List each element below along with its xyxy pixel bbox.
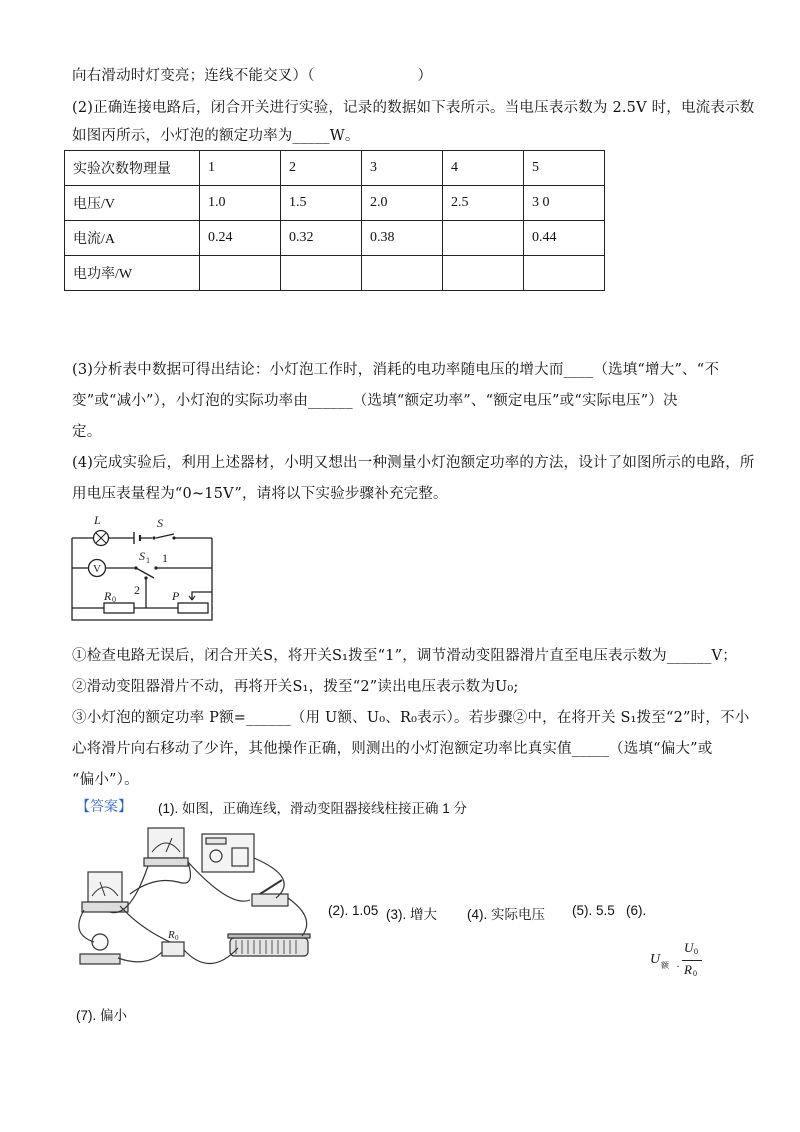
table-cell: 1.5 (281, 186, 362, 221)
table-cell: 4 (443, 151, 524, 186)
table-cell (200, 256, 281, 291)
table-cell: 1.0 (200, 186, 281, 221)
label-r0-sub: 0 (112, 595, 116, 604)
label-voltmeter: V (93, 563, 101, 575)
answer-6: (6). (626, 903, 647, 918)
step-3-line-1: ③小灯泡的额定功率 P额=______（用 U额、U₀、R₀表示）。若步骤②中，在将开关 S₁拨至“2”时，不小 (72, 710, 750, 726)
table-header-row (65, 151, 605, 186)
formula-u: U (650, 952, 661, 967)
table-row (65, 256, 605, 291)
table-cell (362, 256, 443, 291)
table-cell: 5 (524, 151, 605, 186)
table-cell: 电流/A (65, 221, 200, 256)
photo-label-r0: R (168, 929, 175, 941)
circuit-diagram (66, 512, 226, 624)
table-cell: 0.32 (281, 221, 362, 256)
table-cell: 2.5 (443, 186, 524, 221)
rheostat-icon (178, 603, 208, 613)
table-cell: 0.24 (200, 221, 281, 256)
table-cell (281, 256, 362, 291)
label-r0: R (104, 589, 112, 603)
photo-label-r0-sub: 0 (175, 934, 179, 942)
label-lamp: L (94, 513, 101, 527)
table-cell: 电功率/W (65, 256, 200, 291)
table-cell: 2 (281, 151, 362, 186)
answer-3: (3). 增大 (386, 907, 438, 922)
question-3-line-3: 定。 (72, 424, 102, 440)
label-switch-s1: S (139, 549, 145, 563)
table-cell: 3 (362, 151, 443, 186)
table-cell: 电压/V (65, 186, 200, 221)
table-cell (443, 256, 524, 291)
answer-1: (1). 如图，正确连线，滑动变阻器接线柱接正确 1 分 (158, 801, 468, 816)
resistor-icon (104, 603, 134, 613)
question-3-line-1: (3)分析表中数据可得出结论：小灯泡工作时，消耗的电功率随电压的增大而____（选填“增大”、“不 (72, 362, 720, 378)
table-cell (443, 221, 524, 256)
label-position-2: 2 (134, 583, 140, 597)
apparatus-photo (70, 818, 326, 988)
answer-2: (2). 1.05 (328, 903, 379, 918)
answer-7: (7). 偏小 (76, 1008, 128, 1023)
formula-denominator: R (684, 962, 692, 977)
label-position-1: 1 (162, 551, 168, 565)
step-3-line-2: 心将滑片向右移动了少许，其他操作正确，则测出的小灯泡额定功率比真实值_____（选填“偏大”或 (72, 741, 713, 757)
fraction-bar (682, 960, 702, 961)
answer-6-formula (650, 940, 710, 980)
step-3-line-3: “偏小”）。 (72, 772, 139, 788)
label-switch-s: S (157, 516, 163, 530)
table-cell: 0.44 (524, 221, 605, 256)
label-switch-s1-sub: 1 (146, 556, 150, 565)
formula-numerator: U (684, 940, 694, 955)
table-cell (524, 256, 605, 291)
question-4-line-2: 用电压表量程为“0~15V”，请将以下实验步骤补充完整。 (72, 486, 448, 502)
question-2-line-2: 如图丙所示，小灯泡的额定功率为_____W。 (72, 128, 360, 144)
table-row (65, 221, 605, 256)
answer-5: (5). 5.5 (572, 903, 615, 918)
formula-numerator-sub: 0 (694, 947, 698, 956)
table-cell: 0.38 (362, 221, 443, 256)
question-1-tail: 向右滑动时灯变亮；连线不能交叉）（ ） (72, 68, 433, 84)
question-4-line-1: (4)完成实验后，利用上述器材，小明又想出一种测量小灯泡额定功率的方法，设计了如图所示的电路，所 (72, 455, 755, 471)
table-row (65, 186, 605, 221)
question-3-line-2: 变”或“减小”），小灯泡的实际功率由______（选填“额定功率”、“额定电压”或“实际电压”）决 (72, 393, 678, 409)
formula-u-sub: 额 (661, 961, 669, 970)
answer-label: 【答案】 (76, 799, 132, 815)
formula-dot: · (676, 959, 680, 973)
step-2: ②滑动变阻器滑片不动，再将开关S₁，拨至“2”读出电压表示数为U₀; (72, 679, 519, 695)
table-cell: 1 (200, 151, 281, 186)
data-table (64, 150, 605, 291)
step-1: ①检查电路无误后，闭合开关S，将开关S₁拨至“1”，调节滑动变阻器滑片直至电压表示数为______V； (72, 648, 737, 664)
label-slider-p: P (172, 589, 180, 603)
answer-4: (4). 实际电压 (467, 907, 546, 922)
table-cell: 实验次数物理量 (65, 151, 200, 186)
table-cell: 2.0 (362, 186, 443, 221)
question-2-line-1: (2)正确连接电路后，闭合开关进行实验，记录的数据如下表所示。当电压表示数为 2.5V 时，电流表示数 (72, 100, 755, 116)
formula-denominator-sub: 0 (693, 969, 697, 978)
table-cell: 3 0 (524, 186, 605, 221)
